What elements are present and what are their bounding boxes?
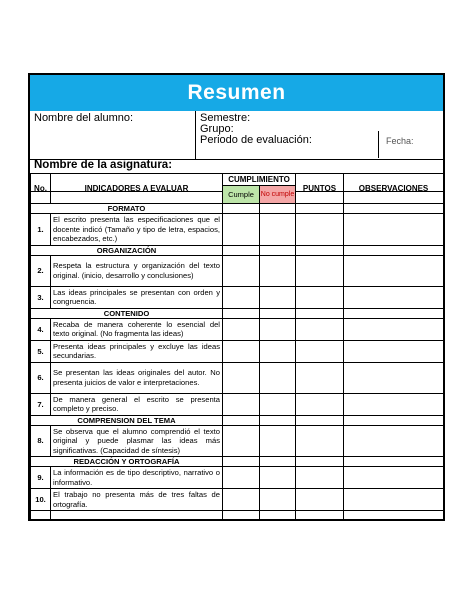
- table-row: [31, 214, 444, 246]
- meets-cell[interactable]: [223, 425, 260, 457]
- section-title: COMPRENSION DEL TEMA: [31, 415, 223, 425]
- table-row: [31, 340, 444, 362]
- empty-cell: [344, 511, 444, 520]
- empty-cell: [223, 457, 260, 467]
- item-number: 2.: [31, 255, 51, 286]
- empty-cell: [223, 511, 260, 520]
- meets-cell[interactable]: [223, 214, 260, 246]
- points-cell[interactable]: [296, 393, 344, 415]
- table-row: [31, 255, 444, 286]
- indicator-text: Se observa que el alumno comprendió el texto original y puede plasmar las ideas más significativas. (Capacidad de síntesis): [51, 425, 223, 457]
- date-label: Fecha:: [386, 136, 414, 146]
- section-row: [31, 245, 444, 255]
- points-cell[interactable]: [296, 489, 344, 511]
- points-cell[interactable]: [296, 214, 344, 246]
- not-meets-cell[interactable]: [260, 425, 296, 457]
- col-not-meets-header: No cumple: [260, 186, 296, 204]
- observations-cell[interactable]: [344, 393, 444, 415]
- col-points-header: PUNTOS: [296, 174, 344, 204]
- empty-cell: [260, 457, 296, 467]
- rubric-sheet: [28, 73, 445, 521]
- empty-cell: [296, 245, 344, 255]
- observations-cell[interactable]: [344, 425, 444, 457]
- indicator-text: Presenta ideas principales y excluye las ideas secundarias.: [51, 340, 223, 362]
- item-number: 10.: [31, 489, 51, 511]
- indicator-text: Respeta la estructura y organización del texto original. (inicio, desarrollo y conclusiones): [51, 255, 223, 286]
- section-title: ORGANIZACIÓN: [31, 245, 223, 255]
- points-cell[interactable]: [296, 467, 344, 489]
- observations-cell[interactable]: [344, 286, 444, 308]
- empty-cell: [223, 415, 260, 425]
- indicator-text: De manera general el escrito se presenta completo y preciso.: [51, 393, 223, 415]
- semester-label: Semestre:: [200, 112, 251, 124]
- observations-cell[interactable]: [344, 467, 444, 489]
- table-row: [31, 467, 444, 489]
- group-label: Grupo:: [200, 123, 234, 135]
- item-number: 6.: [31, 362, 51, 393]
- empty-cell: [223, 308, 260, 318]
- table-row: [31, 425, 444, 457]
- col-observations-header: OBSERVACIONES: [344, 174, 444, 204]
- empty-cell: [344, 457, 444, 467]
- rubric-table: [30, 173, 444, 520]
- not-meets-cell[interactable]: [260, 340, 296, 362]
- observations-cell[interactable]: [344, 255, 444, 286]
- empty-cell: [51, 511, 223, 520]
- meets-cell[interactable]: [223, 489, 260, 511]
- meets-cell[interactable]: [223, 318, 260, 340]
- indicator-text: El escrito presenta las especificaciones que el docente indicó (Tamaño y tipo de letra, espacios, encabezados, etc.): [51, 214, 223, 246]
- not-meets-cell[interactable]: [260, 362, 296, 393]
- meets-cell[interactable]: [223, 255, 260, 286]
- empty-cell: [223, 204, 260, 214]
- indicator-text: Se presentan las ideas originales del autor. No presenta juicios de valor e interpretaciones.: [51, 362, 223, 393]
- item-number: 9.: [31, 467, 51, 489]
- empty-cell: [260, 245, 296, 255]
- evaluation-period-label: Periodo de evaluación:: [200, 134, 312, 146]
- section-row: [31, 308, 444, 318]
- observations-cell[interactable]: [344, 340, 444, 362]
- empty-cell: [31, 511, 51, 520]
- title-banner: [30, 75, 443, 111]
- meets-cell[interactable]: [223, 393, 260, 415]
- indicator-text: Las ideas principales se presentan con orden y congruencia.: [51, 286, 223, 308]
- empty-cell: [344, 245, 444, 255]
- points-cell[interactable]: [296, 318, 344, 340]
- item-number: 1.: [31, 214, 51, 246]
- not-meets-cell[interactable]: [260, 214, 296, 246]
- indicator-text: La información es de tipo descriptivo, narrativo o informativo.: [51, 467, 223, 489]
- student-name-label: Nombre del alumno:: [34, 112, 134, 124]
- empty-cell: [296, 511, 344, 520]
- observations-cell[interactable]: [344, 318, 444, 340]
- meets-cell[interactable]: [223, 362, 260, 393]
- not-meets-cell[interactable]: [260, 489, 296, 511]
- section-row: [31, 204, 444, 214]
- empty-cell: [260, 308, 296, 318]
- not-meets-cell[interactable]: [260, 255, 296, 286]
- item-number: 5.: [31, 340, 51, 362]
- observations-cell[interactable]: [344, 362, 444, 393]
- empty-row: [31, 511, 444, 520]
- col-no-header: No.: [31, 174, 51, 204]
- points-cell[interactable]: [296, 340, 344, 362]
- table-row: [31, 393, 444, 415]
- empty-cell: [296, 415, 344, 425]
- item-number: 4.: [31, 318, 51, 340]
- indicator-text: Recaba de manera coherente lo esencial del texto original. (No fragmenta las ideas): [51, 318, 223, 340]
- observations-cell[interactable]: [344, 214, 444, 246]
- col-compliance-header: CUMPLIMIENTO: [223, 174, 296, 186]
- empty-cell: [344, 308, 444, 318]
- rubric-body: [31, 204, 444, 520]
- points-cell[interactable]: [296, 425, 344, 457]
- empty-cell: [344, 415, 444, 425]
- section-title: CONTENIDO: [31, 308, 223, 318]
- section-row: [31, 457, 444, 467]
- empty-cell: [260, 511, 296, 520]
- page-title: Resumen: [187, 81, 286, 104]
- points-cell[interactable]: [296, 286, 344, 308]
- table-row: [31, 489, 444, 511]
- col-indicators-header: INDICADORES A EVALUAR: [51, 174, 223, 204]
- meets-cell[interactable]: [223, 286, 260, 308]
- observations-cell[interactable]: [344, 489, 444, 511]
- item-number: 7.: [31, 393, 51, 415]
- meets-cell[interactable]: [223, 340, 260, 362]
- section-title: REDACCIÓN Y ORTOGRAFÍA: [31, 457, 223, 467]
- not-meets-cell[interactable]: [260, 467, 296, 489]
- not-meets-cell[interactable]: [260, 393, 296, 415]
- table-row: [31, 286, 444, 308]
- points-cell[interactable]: [296, 362, 344, 393]
- empty-cell: [344, 204, 444, 214]
- subject-name-label: Nombre de la asignatura:: [34, 159, 173, 171]
- item-number: 3.: [31, 286, 51, 308]
- indicator-text: El trabajo no presenta más de tres faltas de ortografía.: [51, 489, 223, 511]
- empty-cell: [296, 204, 344, 214]
- empty-cell: [223, 245, 260, 255]
- empty-cell: [260, 204, 296, 214]
- section-title: FORMATO: [31, 204, 223, 214]
- section-row: [31, 415, 444, 425]
- col-meets-header: Cumple: [223, 186, 260, 204]
- empty-cell: [296, 457, 344, 467]
- table-row: [31, 318, 444, 340]
- item-number: 8.: [31, 425, 51, 457]
- empty-cell: [296, 308, 344, 318]
- points-cell[interactable]: [296, 255, 344, 286]
- not-meets-cell[interactable]: [260, 286, 296, 308]
- not-meets-cell[interactable]: [260, 318, 296, 340]
- meets-cell[interactable]: [223, 467, 260, 489]
- info-divider: [195, 111, 196, 159]
- table-row: [31, 362, 444, 393]
- empty-cell: [260, 415, 296, 425]
